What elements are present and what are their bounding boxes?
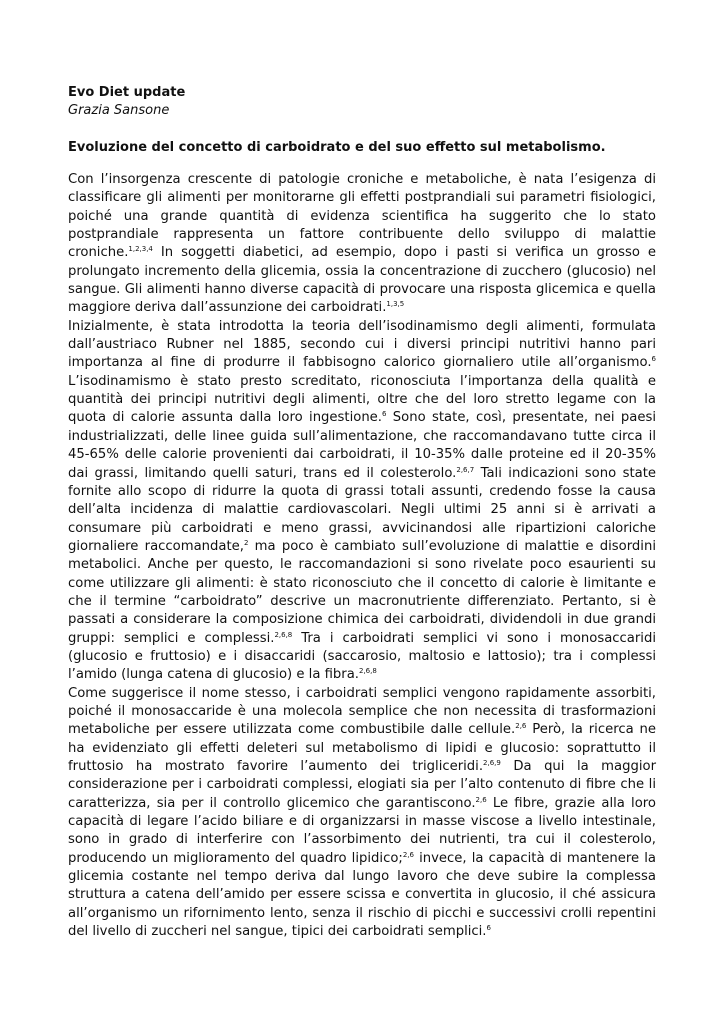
paragraph-text: Però, la ricerca ne ha evidenziato gli effetti deleteri sul metabolismo di lipidi e glucosio: soprattutto il fruttosio ha mostrato favorire l’aumento dei trigliceridi.	[68, 722, 657, 774]
citation-reference: 6	[486, 924, 491, 933]
citation-reference: 6	[381, 410, 387, 419]
paragraph-text: L’isodinamismo è stato presto screditato, riconosciuta l’importanza della qualità e quantità dei principi nutritivi degli alimenti, oltre che del loro stretto legame con la quota di calorie assunta dalla loro ingestione.	[68, 373, 656, 426]
paragraph-text: Sono state, così, presentate, nei paesi industrializzati, delle linee guida sull’alimentazione, che raccomandavano tutte circa il 45-65% delle calorie provenienti dai carboidrati, il 10-35% dalle proteine ed il 20-35% dai grassi, limitando quelli saturi, trans ed il colesterolo.	[68, 410, 656, 481]
citation-reference: 2,6	[475, 795, 487, 804]
document-author: Grazia Sansone	[68, 103, 170, 118]
paragraph-text: Tali indicazioni sono state fornite allo scopo di ridurre la quota di grassi totali assunti, credendo fosse la causa dell’alta incidenza di malattie cardiovascolari. Negli ultimi 25 anni si è arrivati a consumare più carboidrati e meno grassi, avvicinandosi alle ripartizioni caloriche giornaliere raccomandate,	[68, 465, 656, 554]
citation-reference: 2,6,9	[483, 759, 501, 767]
paragraph-text: Le fibre, grazie alla loro capacità di legare l’acido biliare e di organizzarsi in masse viscose a livello intestinale, sono in grado di interferire con l’assorbimento dei nutrienti, tra cui il colesterolo, producendo un miglioramento del quadro lipidico;	[68, 795, 656, 866]
body-paragraph	[68, 171, 656, 318]
citation-reference: 1,3,5	[386, 300, 405, 309]
document-title: Evo Diet update	[68, 85, 186, 100]
body-paragraph	[68, 685, 656, 942]
section-heading: Evoluzione del concetto di carboidrato e del suo effetto sul metabolismo.	[68, 140, 606, 155]
paragraph-text: ma poco è cambiato sull’evoluzione di malattie e disordini metabolici. Anche per questo, le raccomandazioni si sono rivelate poco esaurienti su come utilizzare gli alimenti: è stato riconosciuto che il concetto di calorie è limitante e che il termine “carboidrato” descrive un macronutriente differenziato. Pertanto, si è passati a considerare la composizione chimica dei carboidrati, dividendoli in due grandi gruppi: semplici e complessi.	[68, 538, 656, 646]
citation-reference: 2,6,8	[359, 667, 377, 676]
paragraph-text: Da qui la maggior considerazione per i carboidrati complessi, elogiati sia per l’alto contenuto di fibre che li caratterizza, sia per il controllo glicemico che garantiscono.	[68, 759, 656, 811]
citation-reference: 2,6	[402, 850, 414, 859]
citation-reference: 6	[651, 355, 656, 364]
paragraph-text: Con l’insorgenza crescente di patologie croniche e metaboliche, è nata l’esigenza di classificare gli alimenti per monitorarne gli effetti postprandiali sui parametri fisiologici, poiché una grande quantità di evidenza scientifica ha suggerito che lo stato postprandiale rappresenta un fattore contribuente dello sviluppo di malattie croniche.	[68, 172, 656, 261]
paragraph-text: Tra i carboidrati semplici vi sono i monosaccaridi (glucosio e fruttosio) e i disaccaridi (saccarosio, maltosio e lattosio); tra i complessi l’amido (lunga catena di glucosio) e la fibra.	[68, 630, 656, 683]
citation-reference: 2,6	[515, 722, 527, 731]
citation-reference: 2	[243, 538, 249, 547]
paragraph-text: invece, la capacità di mantenere la glicemia costante nel tempo deriva dal lungo lavoro che deve subire la complessa struttura a catena dell’amido per essere scissa e convertita in glucosio, il ché assicura all’organismo un rifornimento lento, senza il rischio di picchi e successivi crolli repentini del livello di zuccheri nel sangue, tipici dei carboidrati semplici.	[68, 850, 656, 940]
paragraph-text: In soggetti diabetici, ad esempio, dopo i pasti si verifica un grosso e prolungato incremento della glicemia, ossia la concentrazione di zucchero (glucosio) nel sangue. Gli alimenti hanno diverse capacità di provocare una risposta glicemica e quella maggiore deriva dall’assunzione dei carboidrati.	[68, 245, 656, 316]
document-body	[68, 171, 656, 941]
citation-reference: 2,6,7	[456, 465, 475, 474]
document-page	[68, 84, 656, 941]
body-paragraph	[68, 318, 656, 685]
citation-reference: 2,6,8	[274, 630, 293, 639]
paragraph-text: Inizialmente, è stata introdotta la teoria dell’isodinamismo degli alimenti, formulata dall’austriaco Rubner nel 1885, secondo cui i diversi principi nutritivi hanno pari importanza al fine di produrre il fabbisogno calorico giornaliero utile all’organismo.	[68, 318, 656, 371]
citation-reference: 1,2,3,4	[128, 245, 153, 254]
paragraph-text: Come suggerisce il nome stesso, i carboidrati semplici vengono rapidamente assorbiti, poiché il monosaccaride è una molecola semplice che non necessita di trasformazioni metaboliche per essere utilizzata come combustibile dalle cellule.	[68, 685, 656, 738]
